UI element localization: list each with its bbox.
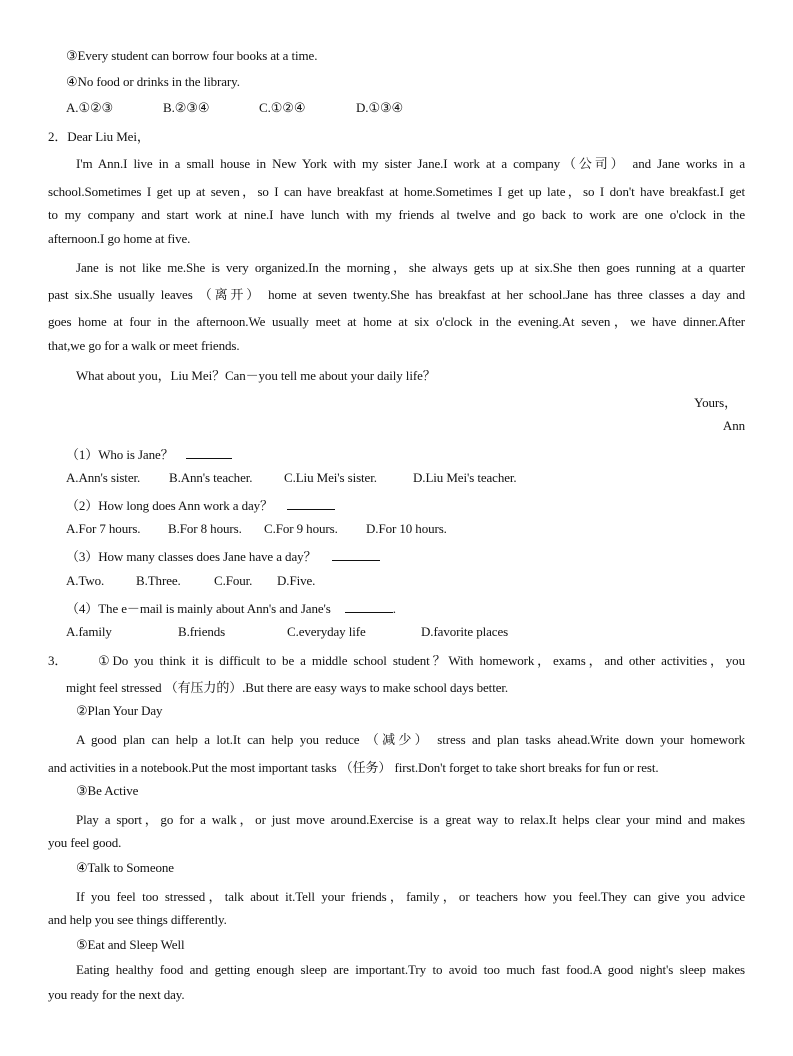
q2-sub2-option-c: C.For 9 hours. [264, 521, 338, 536]
answer-blank[interactable] [332, 548, 380, 561]
q1-option-c: C.①②④ [259, 100, 306, 115]
q2-sub4-stem: （4）The e－mail is mainly about Ann's and Jane's . [66, 601, 396, 616]
q2-sub1-option-c: C.Liu Mei's sister. [284, 470, 377, 485]
q3-intro-line: ①Do you think it is difficult to be a middle school student？With homework，exams，and other activities，you [98, 653, 745, 668]
q2-p1-line: to my company and start work at nine.I have lunch with my friends al twelve and go back to work are one o'clock in the [48, 207, 745, 222]
q2-sub1-option-a: A.Ann's sister. [66, 470, 141, 485]
letter-closing: Yours， [694, 395, 737, 410]
q2-p2-line: past six.She usually leaves （离开） home at seven twenty.She has breakfast at her school.Jane has three classes a day and [48, 287, 745, 302]
q3-heading-eat-sleep: ⑤Eat and Sleep Well [76, 937, 185, 952]
q2-sub2-option-b: B.For 8 hours. [168, 521, 242, 536]
q2-p1-line: school.Sometimes I get up at seven，so I can have breakfast at home.Sometimes I get up late，so I don't have breakfast.I get [48, 184, 745, 199]
q2-sub4-option-a: A.family [66, 624, 112, 639]
q2-sub3-option-a: A.Two. [66, 573, 105, 588]
q2-sub1-option-d: D.Liu Mei's teacher. [413, 470, 517, 485]
q2-sub1-stem: （1）Who is Jane？ [66, 444, 232, 463]
q2-sub3-option-c: C.Four. [214, 573, 253, 588]
q3-eat-sleep-line: Eating healthy food and getting enough sleep are important.Try to avoid too much fast food.A good night's sleep makes [76, 962, 745, 977]
q3-talk-line: If you feel too stressed，talk about it.Tell your friends，family，or teachers how you feel.They can give you advice [76, 889, 745, 904]
q3-number: 3． [48, 653, 68, 668]
q2-p3: What about you，Liu Mei？Can－you tell me about your daily life？ [76, 368, 436, 383]
q2-sub1-option-b: B.Ann's teacher. [169, 470, 253, 485]
q2-sub4-option-d: D.favorite places [421, 624, 509, 639]
q2-sub3-stem: （3）How many classes does Jane have a day？ [66, 546, 380, 565]
q3-heading-plan: ②Plan Your Day [76, 703, 163, 718]
q3-active-line: you feel good. [48, 835, 122, 850]
answer-blank[interactable] [186, 446, 232, 459]
answer-blank[interactable] [345, 600, 393, 613]
q2-number: 2．Dear Liu Mei， [48, 129, 150, 144]
q3-eat-sleep-line: you ready for the next day. [48, 987, 185, 1002]
q3-heading-active: ③Be Active [76, 783, 139, 798]
q2-sub4-option-b: B.friends [178, 624, 226, 639]
q2-p1-line: I'm Ann.I live in a small house in New York with my sister Jane.I work at a company（公司） and Jane works in a [76, 156, 745, 171]
q3-plan-line: and activities in a notebook.Put the most important tasks （任务） first.Don't forget to take short breaks for fun or rest. [48, 760, 659, 775]
q3-heading-talk: ④Talk to Someone [76, 860, 174, 875]
rule-4: ④No food or drinks in the library. [66, 74, 240, 89]
q3-talk-line: and help you see things differently. [48, 912, 227, 927]
rule-3: ③Every student can borrow four books at a time. [66, 48, 318, 63]
q3-active-line: Play a sport，go for a walk，or just move around.Exercise is a great way to relax.It helps clear your mind and makes [76, 812, 745, 827]
q1-option-a: A.①②③ [66, 100, 114, 115]
q2-sub4-option-c: C.everyday life [287, 624, 366, 639]
q2-p2-line: goes home at four in the afternoon.We usually meet at home at six o'clock in the evening.At seven，we have dinner.After [48, 314, 745, 329]
q2-sub3-option-d: D.Five. [277, 573, 316, 588]
q2-p2-line: that,we go for a walk or meet friends. [48, 338, 240, 353]
q1-option-d: D.①③④ [356, 100, 404, 115]
q1-option-b: B.②③④ [163, 100, 210, 115]
q3-intro-line: might feel stressed （有压力的）.But there are easy ways to make school days better. [66, 680, 509, 695]
q2-sub2-stem: （2）How long does Ann work a day？ [66, 495, 335, 514]
q2-sub2-option-d: D.For 10 hours. [366, 521, 447, 536]
q3-plan-line: A good plan can help a lot.It can help you reduce （减少） stress and plan tasks ahead.Write down your homework [76, 732, 745, 747]
q2-p2-line: Jane is not like me.She is very organized.In the morning，she always gets up at six.She then goes running at a quarter [76, 260, 745, 275]
q2-sub3-option-b: B.Three. [136, 573, 181, 588]
letter-signature: Ann [722, 418, 745, 433]
q2-sub2-option-a: A.For 7 hours. [66, 521, 141, 536]
answer-blank[interactable] [287, 497, 335, 510]
q2-p1-line: afternoon.I go home at five. [48, 231, 191, 246]
